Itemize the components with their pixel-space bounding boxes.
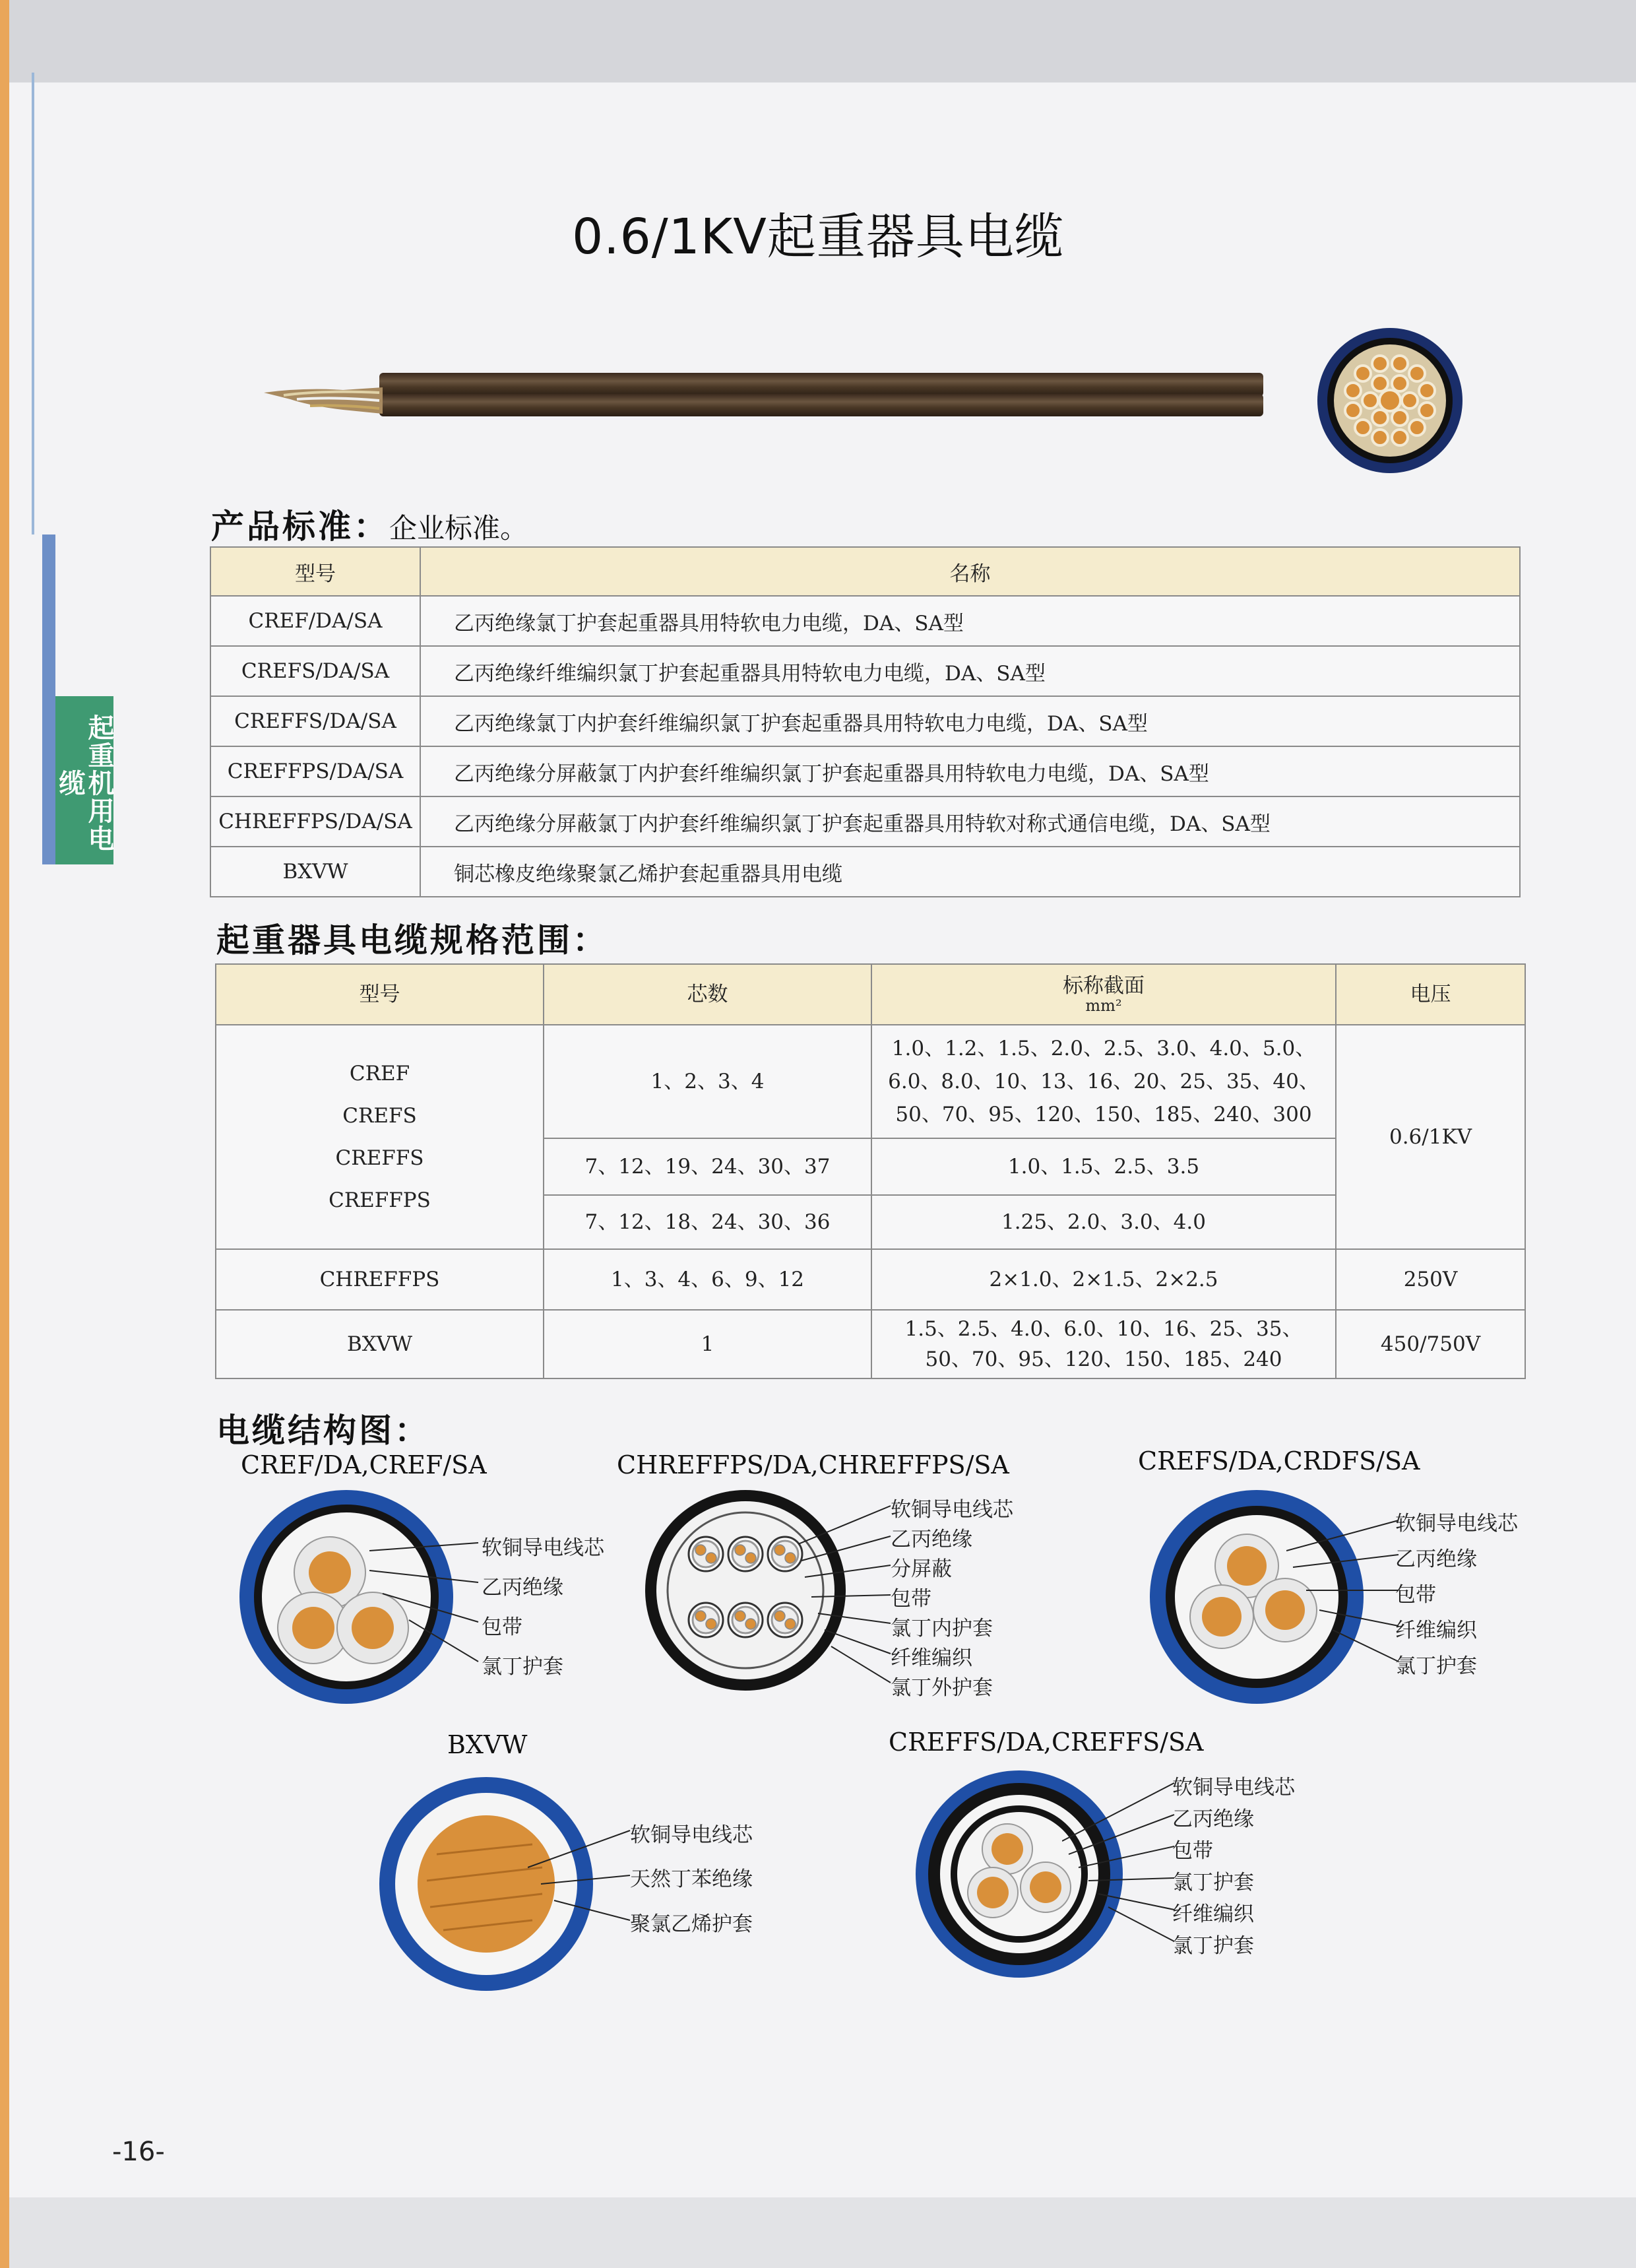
part-label: 乙丙绝缘	[482, 1576, 563, 1600]
model-cell	[216, 1025, 544, 1249]
standard-label: 产品标准：	[211, 507, 389, 546]
conductor-strand	[1379, 390, 1400, 411]
conductor-strand	[1372, 375, 1388, 391]
section-line: 1.5、2.5、4.0、6.0、10、16、25、35、	[904, 1317, 1303, 1341]
section-cell: 1.0、1.5、2.5、3.5	[871, 1138, 1336, 1195]
model-cell: BXVW	[216, 1310, 544, 1378]
diagram-title: BXVW	[447, 1730, 528, 1759]
part-label: 软铜导电线芯	[1395, 1512, 1518, 1536]
col-header-cores: 芯数	[544, 964, 871, 1025]
diagram-title: CREFS/DA,CRDFS/SA	[1138, 1446, 1420, 1475]
pair-conductor	[695, 1545, 706, 1555]
model-name: CREFS	[342, 1104, 417, 1128]
table-row	[216, 1025, 1525, 1138]
structure-heading: 电缆结构图：	[216, 1411, 430, 1450]
conductor-strand	[1392, 375, 1408, 391]
part-label: 包带	[482, 1615, 522, 1639]
part-label: 包带	[1395, 1583, 1436, 1607]
model-cell: BXVW	[210, 847, 420, 897]
cable-cross-section-photo	[1316, 327, 1464, 475]
part-label: 氯丁护套	[1172, 1871, 1254, 1895]
table-row	[210, 847, 1520, 897]
model-cell: CREF/DA/SA	[210, 596, 420, 646]
conductor-strand	[1372, 356, 1388, 372]
diagram-title: CREFFS/DA,CREFFS/SA	[889, 1728, 1204, 1757]
part-label: 氯丁护套	[1395, 1654, 1477, 1678]
part-label: 氯丁护套	[482, 1655, 563, 1679]
page-title: 0.6/1KV起重器具电缆	[572, 209, 1064, 265]
model-name: CREFFS	[335, 1146, 424, 1170]
table-row	[210, 696, 1520, 746]
part-label: 氯丁护套	[1172, 1934, 1254, 1958]
cores-cell: 7、12、18、24、30、36	[544, 1195, 871, 1249]
sidebar-tab: 起重机用电缆	[55, 696, 113, 864]
table-row	[210, 646, 1520, 696]
name-cell: 乙丙绝缘分屏蔽氯丁内护套纤维编织氯丁护套起重器具用特软对称式通信电缆，DA、SA型	[420, 796, 1520, 847]
table-row	[216, 1249, 1525, 1310]
table-row	[210, 746, 1520, 796]
conductor-strand	[1355, 366, 1371, 381]
conductor-strand	[1409, 420, 1425, 436]
cores-cell: 1、3、4、6、9、12	[544, 1249, 871, 1310]
diagram-title: CREF/DA,CREF/SA	[241, 1450, 487, 1479]
voltage-cell: 250V	[1336, 1249, 1525, 1310]
cable-photo	[264, 327, 1273, 445]
sidebar-strip	[42, 535, 55, 864]
conductor-strand	[1419, 403, 1435, 418]
section-cell	[871, 1025, 1336, 1138]
left-line	[32, 73, 34, 535]
conductor-strand	[1355, 420, 1371, 436]
part-label: 软铜导电线芯	[1172, 1776, 1295, 1799]
conductor-strand	[1392, 410, 1408, 426]
section-header-label: 标称截面	[1063, 974, 1145, 998]
part-label: 纤维编织	[1172, 1902, 1254, 1926]
part-label: 软铜导电线芯	[630, 1823, 753, 1847]
part-label: 分屏蔽	[891, 1557, 952, 1581]
name-cell: 乙丙绝缘分屏蔽氯丁内护套纤维编织氯丁护套起重器具用特软电力电缆，DA、SA型	[420, 746, 1520, 796]
col-header-voltage: 电压	[1336, 964, 1525, 1025]
pair-conductor	[735, 1611, 745, 1621]
pair-conductor	[735, 1545, 745, 1555]
col-header-section	[871, 964, 1336, 1025]
col-header-model: 型号	[210, 547, 420, 596]
conductor-strand	[1409, 366, 1425, 381]
pair-conductor	[706, 1553, 716, 1563]
bottom-band	[0, 2197, 1636, 2268]
conductor-strand	[1392, 430, 1408, 445]
model-cell: CREFS/DA/SA	[210, 646, 420, 696]
pair-conductor	[706, 1619, 716, 1629]
conductor-strand	[1419, 383, 1435, 399]
conductor-strand	[1345, 403, 1361, 418]
conductor-strand	[1345, 383, 1361, 399]
part-label: 乙丙绝缘	[891, 1528, 972, 1551]
table-header-row	[210, 547, 1520, 596]
part-label: 包带	[891, 1587, 931, 1611]
conductor-strand	[1372, 410, 1388, 426]
section-cell	[871, 1310, 1336, 1378]
cores-cell: 1、2、3、4	[544, 1025, 871, 1138]
standard-value: 企业标准。	[389, 512, 528, 544]
pair-conductor	[785, 1553, 796, 1563]
table-header-row	[216, 964, 1525, 1025]
pair-conductor	[695, 1611, 706, 1621]
name-cell: 乙丙绝缘氯丁内护套纤维编织氯丁护套起重器具用特软电力电缆，DA、SA型	[420, 696, 1520, 746]
section-cell: 2×1.0、2×1.5、2×2.5	[871, 1249, 1336, 1310]
model-name: CREF	[349, 1062, 410, 1085]
section-line: 6.0、8.0、10、13、16、20、25、35、40、	[888, 1070, 1319, 1093]
part-label: 软铜导电线芯	[891, 1498, 1013, 1522]
section-line: 50、70、95、120、150、185、240	[925, 1347, 1282, 1371]
conductor-strand	[1372, 430, 1388, 445]
section-header-unit: mm²	[1085, 996, 1122, 1015]
crefs-leader-lines	[1286, 1511, 1402, 1676]
pair-conductor	[745, 1553, 756, 1563]
section-cell: 1.25、2.0、3.0、4.0	[871, 1195, 1336, 1249]
cores-cell: 1	[544, 1310, 871, 1378]
spec-heading: 起重器具电缆规格范围：	[216, 921, 608, 959]
table-row	[216, 1310, 1525, 1378]
model-cell: CHREFFPS/DA/SA	[210, 796, 420, 847]
table-row	[210, 596, 1520, 646]
part-label: 乙丙绝缘	[1395, 1547, 1477, 1571]
part-label: 包带	[1172, 1839, 1213, 1863]
name-cell: 乙丙绝缘纤维编织氯丁护套起重器具用特软电力电缆，DA、SA型	[420, 646, 1520, 696]
section-line: 50、70、95、120、150、185、240、300	[895, 1103, 1312, 1126]
name-cell: 铜芯橡皮绝缘聚氯乙烯护套起重器具用电缆	[420, 847, 1520, 897]
part-label: 乙丙绝缘	[1172, 1807, 1254, 1831]
table-row	[210, 796, 1520, 847]
section-line: 1.0、1.2、1.5、2.0、2.5、3.0、4.0、5.0、	[891, 1037, 1316, 1060]
standard-table	[210, 546, 1521, 897]
diagram-title: CHREFFPS/DA,CHREFFPS/SA	[617, 1450, 1009, 1479]
part-label: 氯丁外护套	[891, 1676, 993, 1700]
name-cell: 乙丙绝缘氯丁护套起重器具用特软电力电缆，DA、SA型	[420, 596, 1520, 646]
model-cell: CHREFFPS	[216, 1249, 544, 1310]
conductor-strand	[1362, 393, 1378, 408]
top-band	[0, 0, 1636, 82]
model-cell: CREFFS/DA/SA	[210, 696, 420, 746]
pair-conductor	[774, 1545, 785, 1555]
chreffps-leader-lines	[798, 1498, 894, 1689]
col-header-name: 名称	[420, 547, 1520, 596]
conductor-strand	[1402, 393, 1418, 408]
voltage-cell: 450/750V	[1336, 1310, 1525, 1378]
model-name: CREFFPS	[329, 1188, 431, 1212]
part-label: 聚氯乙烯护套	[630, 1912, 753, 1936]
model-cell: CREFFPS/DA/SA	[210, 746, 420, 796]
voltage-cell: 0.6/1KV	[1336, 1025, 1525, 1249]
page-number: -16-	[112, 2137, 165, 2167]
part-label: 纤维编织	[1395, 1619, 1477, 1642]
bxvw-leader-lines	[528, 1821, 633, 1933]
spec-table	[215, 963, 1526, 1379]
part-label: 软铜导电线芯	[482, 1536, 604, 1560]
creffs-leader-lines	[1062, 1775, 1178, 1947]
standard-heading	[211, 500, 528, 548]
pair-conductor	[774, 1611, 785, 1621]
part-label: 纤维编织	[891, 1646, 972, 1670]
part-label: 天然丁苯绝缘	[630, 1867, 753, 1891]
left-edge	[0, 0, 9, 2268]
pair-conductor	[745, 1619, 756, 1629]
conductor-strand	[1392, 356, 1408, 372]
cref-leader-lines	[369, 1524, 482, 1669]
pair-conductor	[785, 1619, 796, 1629]
part-label: 氯丁内护套	[891, 1617, 993, 1640]
col-header-model: 型号	[216, 964, 544, 1025]
cores-cell: 7、12、19、24、30、37	[544, 1138, 871, 1195]
